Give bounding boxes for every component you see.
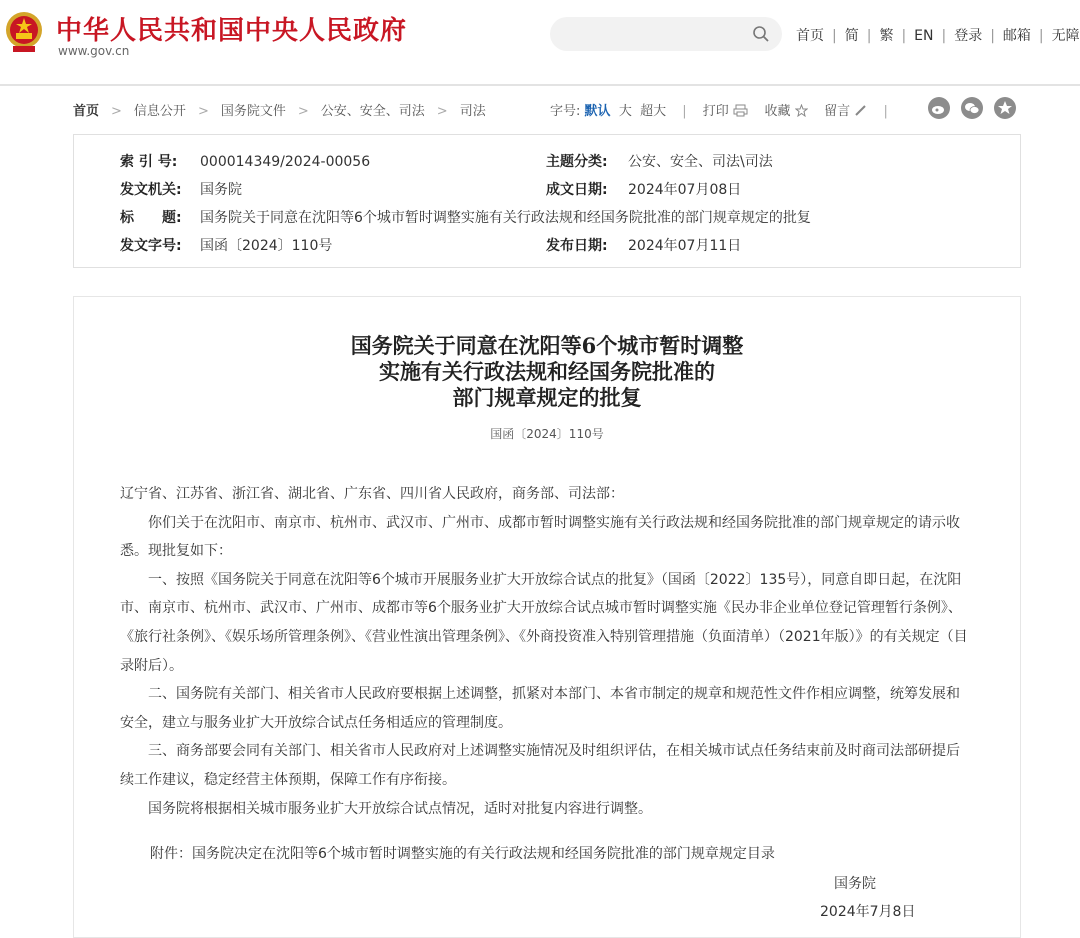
favorite-label: 收藏 — [764, 104, 791, 119]
divider: | — [682, 104, 687, 119]
breadcrumb-state-council-docs[interactable]: 国务院文件 — [220, 104, 286, 119]
divider: | — [1038, 28, 1044, 44]
meta-docno-label: 发文字号: — [120, 238, 182, 254]
divider: | — [832, 28, 837, 44]
divider: | — [990, 28, 995, 44]
meta-issuer — [120, 179, 242, 199]
chevron-right-icon: > — [111, 104, 122, 119]
document-title — [74, 333, 1020, 411]
chevron-right-icon: > — [436, 104, 448, 119]
search-icon[interactable] — [752, 25, 770, 43]
meta-published-value: 2024年07月11日 — [628, 238, 742, 254]
paragraph: 你们关于在沈阳市、南京市、杭州市、武汉市、广州市、成都市暂时调整实施有关行政法规和经国务院批准的部门规章规定的请示收悉。现批复如下： — [120, 514, 960, 560]
meta-docno-value: 国函〔2024〕110号 — [200, 238, 333, 254]
top-link-english[interactable]: EN — [914, 28, 934, 44]
addressee: 辽宁省、江苏省、浙江省、湖北省、广东省、四川省人民政府，商务部、司法部： — [120, 486, 624, 502]
print-button[interactable] — [703, 104, 748, 119]
page-tools — [550, 100, 900, 119]
national-emblem-icon[interactable] — [4, 8, 44, 56]
document-title-line: 实施有关行政法规和经国务院批准的 — [379, 359, 715, 384]
paragraph: 国务院将根据相关城市服务业扩大开放综合试点情况，适时对批复内容进行调整。 — [148, 800, 652, 817]
document-meta-panel — [73, 134, 1021, 268]
font-size-default[interactable]: 默认 — [584, 104, 611, 119]
meta-issuer-value: 国务院 — [200, 182, 242, 198]
top-link-traditional[interactable]: 繁 — [879, 28, 894, 44]
search-input[interactable] — [550, 17, 782, 51]
divider: | — [866, 28, 872, 44]
meta-title-label: 标 题: — [120, 210, 182, 226]
top-link-login[interactable]: 登录 — [954, 28, 983, 44]
site-header — [0, 0, 1080, 84]
paragraph: 二、国务院有关部门、相关省市人民政府要根据上述调整，抓紧对本部门、本省市制定的规章和规范性文件作相应调整，统筹发展和安全，建立与服务业扩大开放综合试点任务相适应的管理制度。 — [120, 686, 960, 731]
attachment-link[interactable]: 附件：国务院决定在沈阳等6个城市暂时调整实施的有关行政法规和经国务院批准的部门规章规定目录 — [150, 846, 775, 862]
meta-docno — [120, 235, 332, 255]
breadcrumb-home[interactable]: 首页 — [73, 104, 100, 119]
wechat-icon[interactable] — [961, 97, 983, 119]
meta-title-value: 国务院关于同意在沈阳等6个城市暂时调整实施有关行政法规和经国务院批准的部门规章规定的批复 — [200, 210, 811, 226]
font-size-label: 字号: — [550, 104, 581, 119]
document-content — [73, 296, 1021, 938]
paragraph: 一、按照《国务院关于同意在沈阳等6个城市开展服务业扩大开放综合试点的批复》（国函〔2022〕135号），同意自即日起，在沈阳市、南京市、杭州市、武汉市、广州市、成都市等6个服务业扩大开放综合试点城市暂时调整实施《民办非企业单位登记管理暂行条例》、《旅行社条例》、《娱乐场所管理条例》、《营业性演出管理条例》、《外商投资准入特别管理措施（负面清单）（2021年版）》的有关规定（目录附后）。 — [120, 571, 968, 674]
top-link-home[interactable]: 首页 — [796, 28, 824, 44]
meta-category — [546, 151, 773, 171]
document-title-line: 部门规章规定的批复 — [452, 385, 642, 410]
print-label: 打印 — [702, 104, 729, 119]
top-links — [796, 25, 1080, 45]
chevron-right-icon: > — [197, 104, 209, 119]
meta-title — [120, 207, 811, 227]
breadcrumb-info-public[interactable]: 信息公开 — [133, 104, 186, 119]
paragraph: 三、商务部要会同有关部门、相关省市人民政府对上述调整实施情况及时组织评估，在相关城市试点任务结束前及时商司法部研提后续工作建议，稳定经营主体预期，保障工作有序衔接。 — [120, 743, 960, 788]
font-size-xlarge[interactable]: 超大 — [640, 104, 667, 119]
site-title[interactable]: 中华人民共和国中央人民政府 — [56, 16, 408, 46]
meta-published-date — [546, 235, 741, 255]
document-number: 国函〔2024〕110号 — [490, 427, 604, 441]
meta-issuer-label: 发文机关: — [120, 182, 182, 198]
star-outline-icon — [795, 104, 808, 117]
meta-written-value: 2024年07月08日 — [628, 182, 742, 198]
meta-written-date — [546, 179, 741, 199]
header-divider — [0, 84, 1080, 86]
comment-button[interactable] — [824, 104, 867, 119]
meta-index-label: 索 引 号: — [120, 154, 178, 170]
meta-written-label: 成文日期: — [546, 182, 608, 198]
divider: | — [883, 104, 888, 119]
share-icons — [928, 97, 1027, 119]
pencil-icon — [854, 104, 867, 117]
top-link-accessibility[interactable]: 无障 — [1051, 28, 1080, 44]
meta-index-value: 000014349/2024-00056 — [200, 154, 371, 170]
weibo-icon[interactable] — [928, 97, 950, 119]
meta-published-label: 发布日期: — [546, 238, 608, 254]
site-domain: www.gov.cn — [58, 44, 130, 58]
meta-category-value: 公安、安全、司法\司法 — [628, 154, 773, 170]
breadcrumb-public-security[interactable]: 公安、安全、司法 — [320, 104, 425, 119]
divider: | — [901, 28, 907, 44]
signature: 国务院 — [834, 876, 876, 892]
top-link-simplified[interactable]: 简 — [844, 28, 859, 44]
divider: | — [941, 28, 947, 44]
document-body — [120, 480, 972, 823]
favorite-star-icon[interactable] — [994, 97, 1016, 119]
document-title-line: 国务院关于同意在沈阳等6个城市暂时调整 — [350, 333, 744, 358]
meta-category-label: 主题分类: — [546, 154, 608, 170]
signature-date: 2024年7月8日 — [820, 904, 916, 920]
printer-icon — [733, 104, 748, 117]
meta-index — [120, 151, 370, 171]
font-size-large[interactable]: 大 — [618, 104, 632, 119]
comment-label: 留言 — [824, 104, 851, 119]
favorite-button[interactable] — [764, 104, 807, 119]
chevron-right-icon: > — [297, 104, 309, 119]
top-link-mail[interactable]: 邮箱 — [1002, 28, 1031, 44]
breadcrumb-judicial[interactable]: 司法 — [459, 104, 486, 119]
